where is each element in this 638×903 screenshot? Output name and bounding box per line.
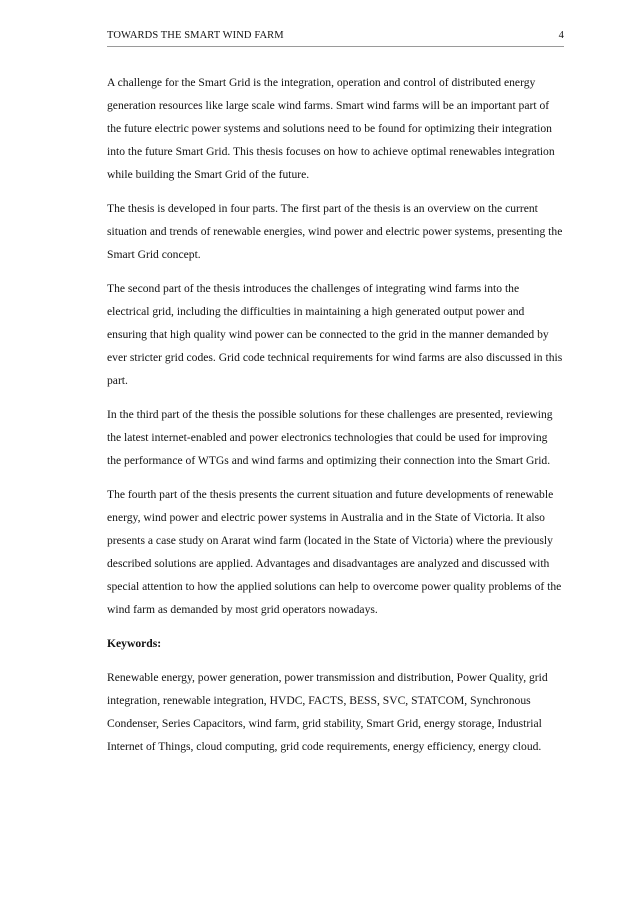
paragraph-intro: A challenge for the Smart Grid is the integration, operation and control of distributed energy generation resources like large scale wind farms. Smart wind farms will be an important part of the future electric power systems and solutions need to be found for optimizing their integration into the future Smart Grid. This thesis focuses on how to achieve optimal renewables integration while building the Smart Grid of the future.: [107, 76, 555, 181]
keywords-heading: Keywords:: [107, 637, 162, 650]
paragraph-part-four: The fourth part of the thesis presents the current situation and future developments of renewable energy, wind power and electric power systems in Australia and in the State of Victoria. It also presents a case study on Ararat wind farm (located in the State of Victoria) where the previously described solutions are applied. Advantages and disadvantages are analyzed and discussed with special attention to how the applied solutions can help to overcome power quality problems of the wind farm as demanded by most grid operators nowadays.: [107, 488, 562, 616]
header-title: TOWARDS THE SMART WIND FARM: [107, 30, 284, 41]
paragraph-part-three: In the third part of the thesis the possible solutions for these challenges are presented, reviewing the latest internet-enabled and power electronics technologies that could be used for improving the performance of WTGs and wind farms and optimizing their connection into the Smart Grid.: [107, 408, 553, 467]
body-content: [107, 71, 564, 769]
running-header: [107, 30, 564, 47]
paragraph-structure: The thesis is developed in four parts. The first part of the thesis is an overview on the current situation and trends of renewable energies, wind power and electric power systems, presenting the Smart Grid concept.: [107, 202, 563, 261]
page-number: 4: [558, 30, 564, 41]
paragraph-part-two: The second part of the thesis introduces the challenges of integrating wind farms into the electrical grid, including the difficulties in maintaining a high generated output power and ensuring that high quality wind power can be connected to the grid in the manner demanded by ever stricter grid codes. Grid code technical requirements for wind farms are also discussed in this part.: [107, 282, 563, 387]
keywords-list: Renewable energy, power generation, power transmission and distribution, Power Quality, grid integration, renewable integration, HVDC, FACTS, BESS, SVC, STATCOM, Synchronous Condenser, Series Capacitors, wind farm, grid stability, Smart Grid, energy storage, Industrial Internet of Things, cloud computing, grid code requirements, energy efficiency, energy cloud.: [107, 671, 548, 753]
